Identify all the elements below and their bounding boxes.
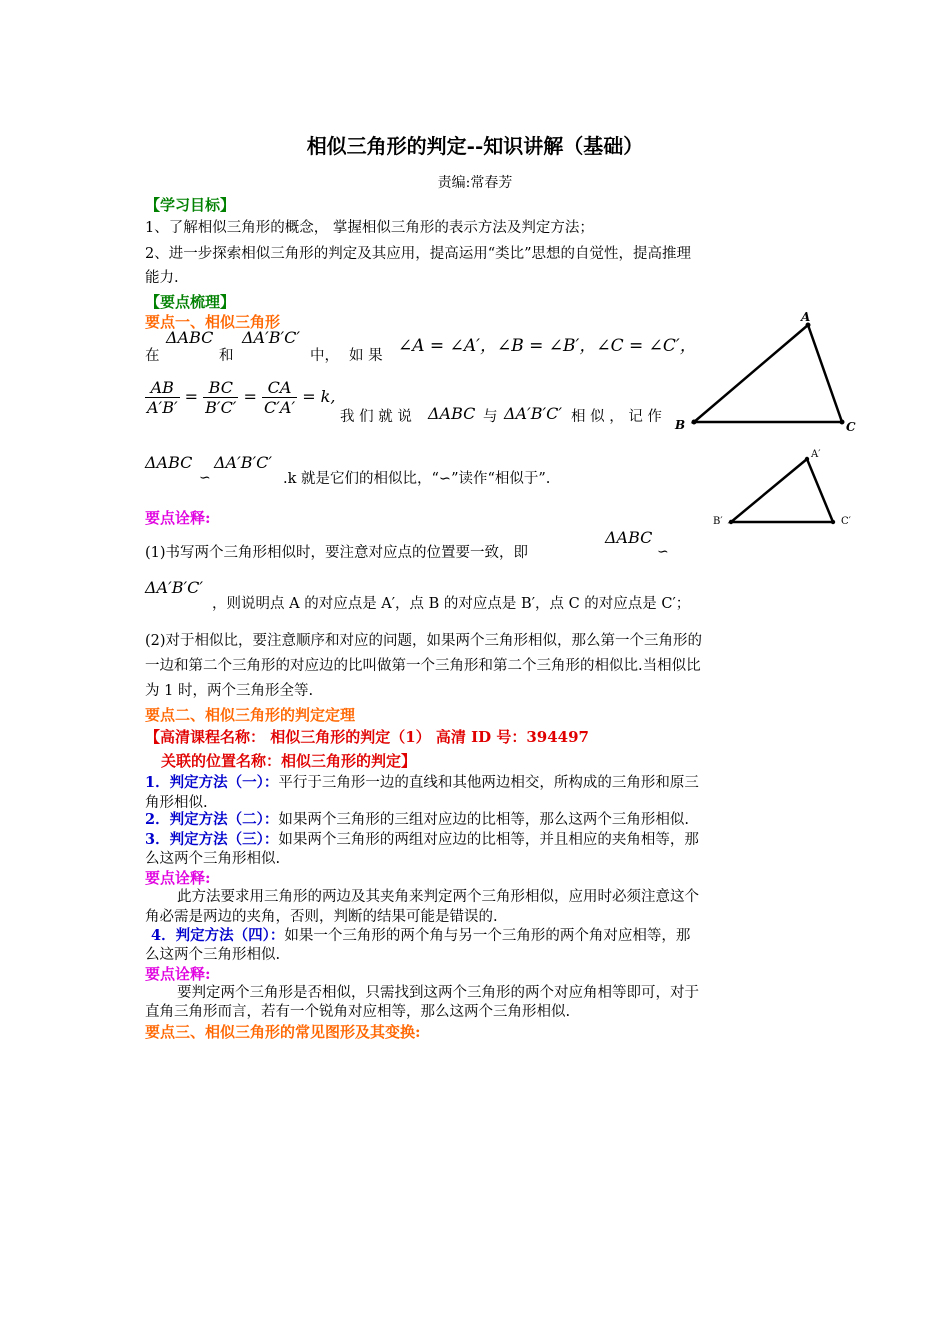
author-line: 责编:常春芳 (437, 175, 513, 191)
note-sim-symbol: ∽ (657, 544, 669, 560)
note-method3-line2: 角必需是两边的夹角，否则，判断的结果可能是错误的. (145, 909, 498, 925)
label-c-prime: C′ (841, 516, 851, 527)
point2-heading: 要点二、相似三角形的判定定理 (145, 706, 356, 724)
label-b-prime: B′ (713, 516, 723, 527)
math-tri-abc-prime: ΔA′B′C′ (242, 328, 301, 347)
note-method3-line1: 此方法要求用三角形的两边及其夹角来判定两个三角形相似，应用时必须注意这个 (177, 889, 699, 905)
note2-line1: (2)对于相似比，要注意顺序和对应的问题，如果两个三角形相似，那么第一个三角形的 (145, 633, 703, 649)
note2-line2: 一边和第二个三角形的对应边的比叫做第一个三角形和第二个三角形的相似比.当相似比 (145, 658, 701, 674)
math-tri-abc: ΔABC (166, 328, 214, 347)
note1-text-a: (1)书写两个三角形相似时，要注意对应点的位置要一致，即 (145, 545, 529, 561)
method-1: 1．判定方法（一）：平行于三角形一边的直线和其他两边相交，所构成的三角形和原三 (145, 774, 699, 791)
math-ratio-equation: $\frac{AB}{A'B'}$ = $\frac{BC}{B'C'}$ = $\frac{CA}{C'A'}$ = k, (147, 378, 336, 417)
method-4: 4．判定方法（四）：如果一个三角形的两个角与另一个三角形的两个角对应相等，那 (151, 927, 691, 944)
point3-heading: 要点三、相似三角形的常见图形及其变换: (145, 1023, 421, 1041)
note-heading-1: 要点诠释: (145, 509, 211, 527)
goal-item-2-line1: 2、进一步探索相似三角形的判定及其应用，提高运用“类比”思想的自觉性，提高推理 (145, 246, 692, 262)
text-xiangsi: 相 似 ， 记 作 (571, 409, 662, 425)
text-and: 和 (219, 348, 234, 364)
text-zhong: 中， (310, 348, 339, 364)
point1-heading: 要点一、相似三角形 (145, 313, 281, 331)
vertex-b-prime (729, 520, 733, 524)
label-a: A (801, 310, 811, 324)
triangle-abc-prime-figure (705, 445, 865, 535)
triangle-abc (694, 325, 842, 422)
math-notation-abc-prime: ΔA′B′C′ (214, 453, 273, 472)
text-ruguo: 如 果 (349, 348, 383, 364)
note2-line3: 为 1 时，两个三角形全等. (145, 683, 314, 699)
fraction-ab: $\frac{AB}{A'B'}$ (147, 378, 178, 417)
ratio-k: = k, (302, 387, 336, 406)
math-tri-abc-2: ΔABC (428, 404, 476, 423)
text-yu: 与 (483, 409, 498, 425)
vertex-b (692, 420, 697, 425)
fraction-ca: $\frac{CA}{C'A'}$ (264, 378, 296, 417)
label-c: C (846, 420, 856, 434)
text-in: 在 (145, 348, 160, 364)
summary-heading: 【要点梳理】 (145, 293, 236, 311)
goal-item-2-line2: 能力. (145, 270, 179, 286)
method-1-cont: 角形相似. (145, 795, 208, 811)
note-method4-line2: 直角三角形而言，若有一个锐角对应相等，那么这两个三角形相似. (145, 1004, 571, 1020)
vertex-c-prime (831, 520, 835, 524)
math-tri-abc-prime-2: ΔA′B′C′ (504, 404, 563, 423)
page-title: 相似三角形的判定--知识讲解（基础） (306, 134, 644, 158)
triangle-abc-figure (670, 305, 870, 440)
note-heading-2: 要点诠释: (145, 869, 211, 887)
math-notation-abc: ΔABC (145, 453, 193, 472)
goals-heading: 【学习目标】 (145, 196, 236, 214)
math-note-abc-prime: ΔA′B′C′ (145, 578, 204, 597)
text-women: 我 们 就 说 (340, 409, 412, 425)
vertex-c (840, 420, 845, 425)
course-line-2: 关联的位置名称：相似三角形的判定】 (161, 752, 417, 770)
note-method4-line1: 要判定两个三角形是否相似，只需找到这两个三角形的两个对应角相等即可，对于 (177, 985, 699, 1001)
method-4-cont: 么这两个三角形相似. (145, 947, 281, 963)
vertex-a-prime (805, 457, 809, 461)
note1-text-b: ，则说明点 A 的对应点是 A′，点 B 的对应点是 B′，点 C 的对应点是 C′； (212, 596, 691, 612)
course-line: 【高清课程名称： 相似三角形的判定（1） 高清 ID 号：394497 (145, 728, 589, 746)
fraction-bc: $\frac{BC}{B'C'}$ (205, 378, 237, 417)
method-3-cont: 么这两个三角形相似. (145, 851, 281, 867)
method-3: 3．判定方法（三）：如果两个三角形的两组对应边的比相等，并且相应的夹角相等，那 (145, 831, 699, 848)
label-b: B (675, 418, 686, 432)
sim-symbol: ∽ (199, 470, 211, 486)
note-heading-3: 要点诠释: (145, 965, 211, 983)
math-angles-equal: ∠A = ∠A′，∠B = ∠B′，∠C = ∠C′， (398, 336, 697, 356)
goal-item-1: 1、了解相似三角形的概念， 掌握相似三角形的表示方法及判定方法； (145, 220, 594, 236)
math-note-abc: ΔABC (605, 528, 653, 547)
label-a-prime: A′ (811, 449, 821, 460)
method-2: 2．判定方法（二）：如果两个三角形的三组对应边的比相等，那么这两个三角形相似. (145, 811, 689, 828)
notation-description: .k 就是它们的相似比，“∽”读作“相似于”. (283, 471, 551, 487)
triangle-abc-prime (731, 459, 833, 522)
